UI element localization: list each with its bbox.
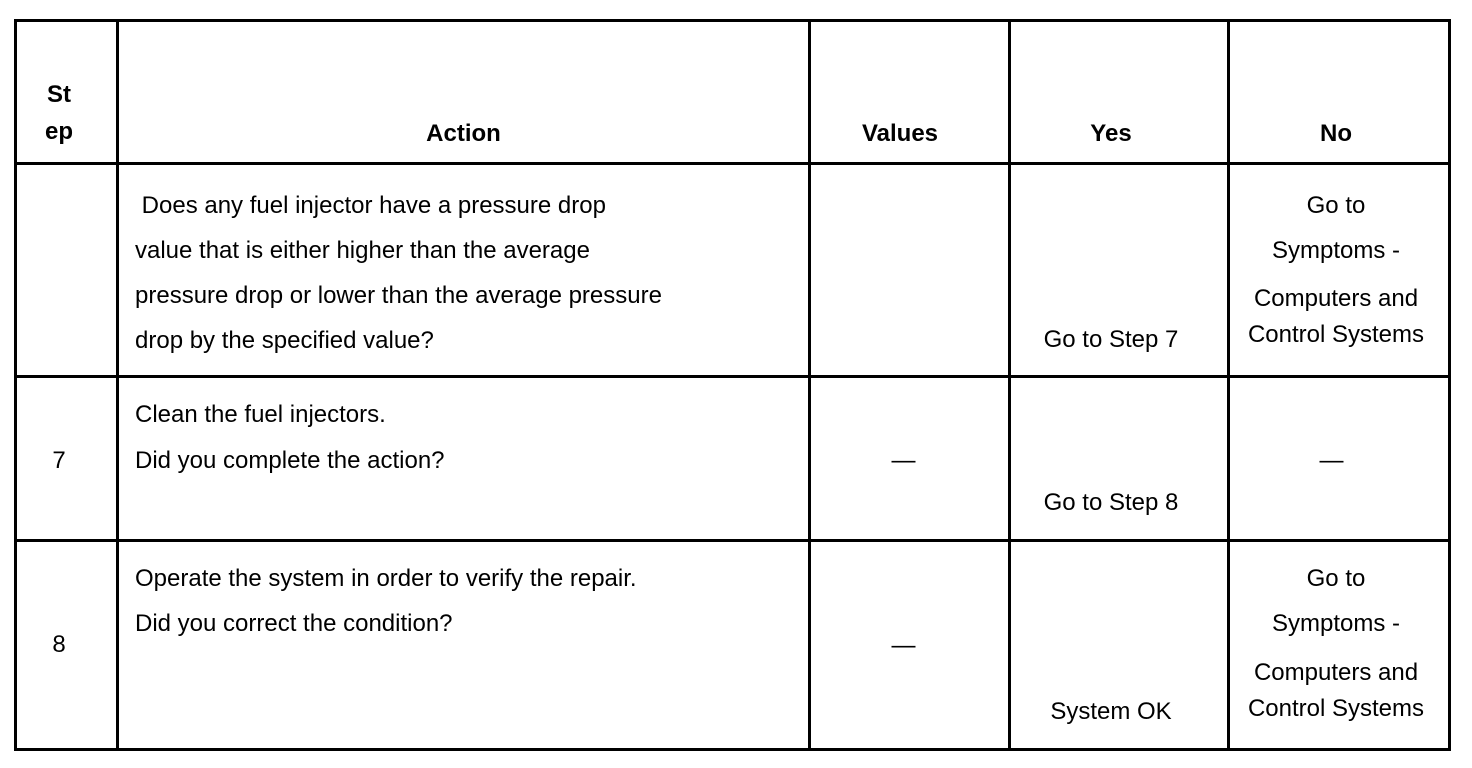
values-cell: — <box>891 632 916 659</box>
header-step <box>14 83 104 144</box>
header-values: Values <box>861 120 939 147</box>
header-action: Action <box>426 120 501 147</box>
no-line: Symptoms - <box>1271 237 1400 264</box>
yes-result: System OK <box>1050 698 1172 725</box>
yes-result: Go to Step 8 <box>1043 489 1179 516</box>
header-divider <box>14 162 1451 165</box>
table-border-top <box>14 19 1451 22</box>
table-row-action <box>135 403 445 473</box>
no-result: — <box>1319 447 1344 474</box>
action-line: Does any fuel injector have a pressure drop <box>135 192 606 219</box>
action-line: Did you correct the condition? <box>135 610 453 637</box>
row-divider <box>14 539 1451 542</box>
header-step-line1: St <box>47 81 71 108</box>
action-line: Did you complete the action? <box>135 447 445 474</box>
no-line: Symptoms - <box>1271 610 1400 637</box>
action-line: pressure drop or lower than the average pressure <box>135 282 662 309</box>
header-step-line2: ep <box>44 118 73 145</box>
no-line: Computers and <box>1253 285 1419 312</box>
diagnostic-table <box>14 19 1451 751</box>
no-line: Go to <box>1306 192 1366 219</box>
table-border-bottom <box>14 748 1451 751</box>
action-line: value that is either higher than the average <box>135 237 590 264</box>
action-line: Clean the fuel injectors. <box>135 401 386 428</box>
no-result <box>1230 567 1442 721</box>
table-row-action <box>135 567 637 636</box>
no-line: Go to <box>1306 565 1366 592</box>
row-divider <box>14 375 1451 378</box>
header-yes: Yes <box>1090 120 1132 147</box>
table-border-right <box>1448 19 1451 751</box>
values-cell: — <box>891 447 916 474</box>
action-line: Operate the system in order to verify the repair. <box>135 565 637 592</box>
action-line: drop by the specified value? <box>135 327 434 354</box>
no-line: Computers and <box>1253 659 1419 686</box>
yes-result: Go to Step 7 <box>1043 326 1179 353</box>
no-result <box>1230 194 1442 347</box>
step-number: 8 <box>52 631 66 658</box>
step-number: 7 <box>52 447 66 474</box>
no-line: Control Systems <box>1247 695 1425 722</box>
no-line: Control Systems <box>1247 321 1425 348</box>
header-no: No <box>1320 120 1352 147</box>
table-row-action <box>135 194 662 353</box>
